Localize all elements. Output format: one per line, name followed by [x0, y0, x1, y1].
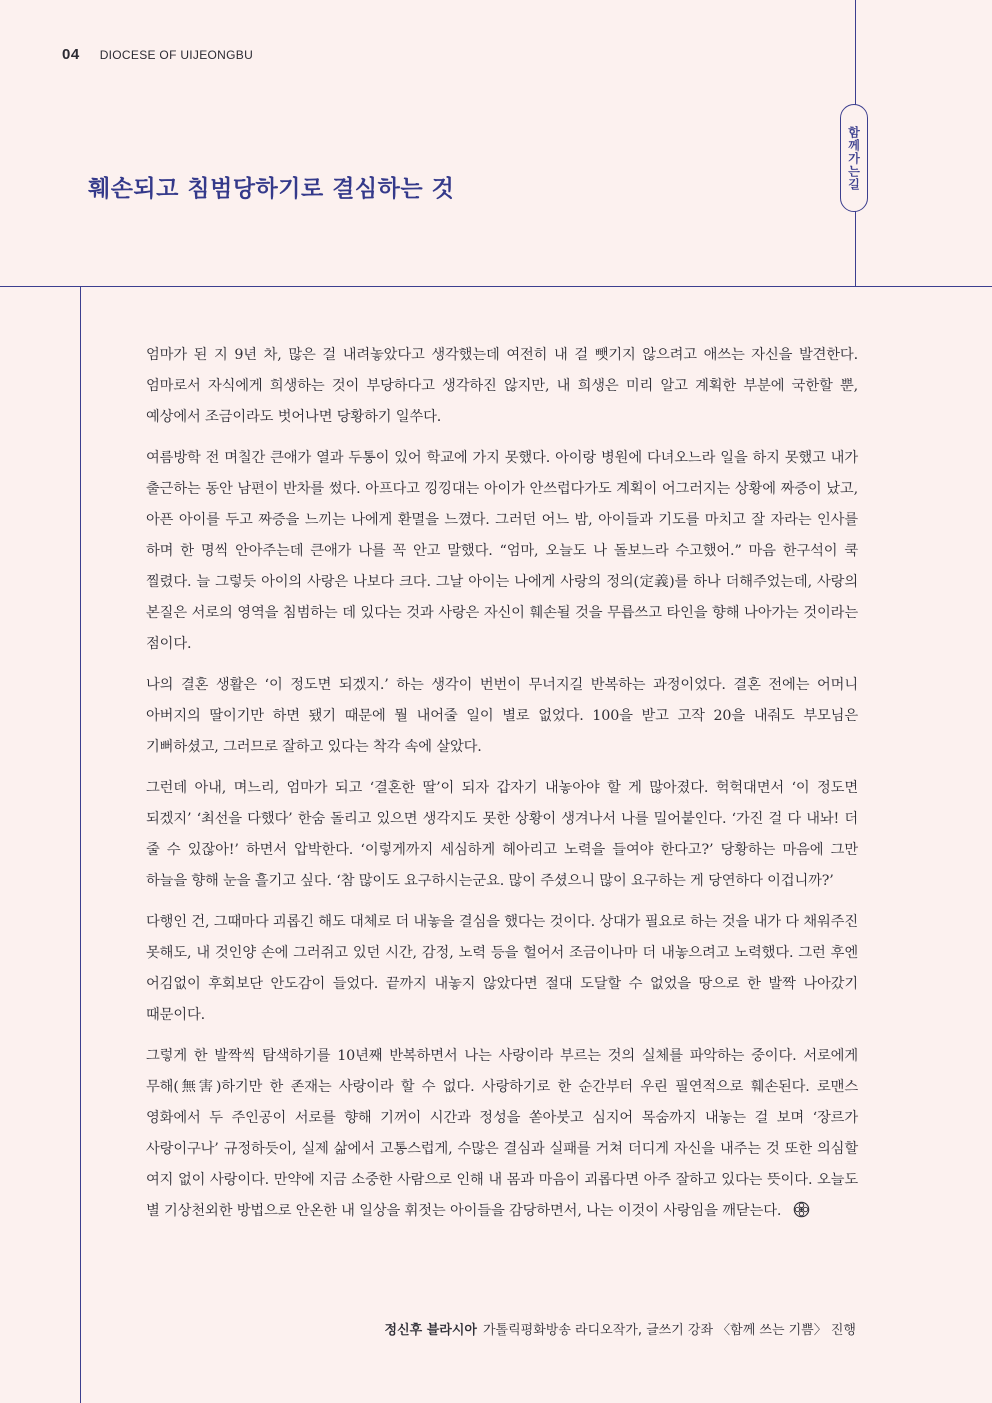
article-title: 훼손되고 침범당하기로 결심하는 것 [88, 175, 455, 202]
article-body [146, 340, 858, 1237]
section-tab [840, 104, 868, 212]
paragraph: 다행인 건, 그때마다 괴롭긴 해도 대체로 더 내놓을 결심을 했다는 것이다. 상대가 필요로 하는 것을 내가 다 채워주진 못해도, 내 것인양 손에 그러쥐고 있던 시간, 감정, 노력 등을 헐어서 조금이나마 더 내놓으려고 노력했다. 그런 후엔 어김없이 후회보단 안도감이 들었다. 끝까지 내놓지 않았다면 절대 도달할 수 없었을 땅으로 한 발짝 나아갔기 때문이다. [146, 914, 858, 1023]
paragraph: 여름방학 전 며칠간 큰애가 열과 두통이 있어 학교에 가지 못했다. 아이랑 병원에 다녀오느라 일을 하지 못했고 내가 출근하는 동안 남편이 반차를 썼다. 아프다고 낑낑대는 아이가 안쓰럽다가도 계획이 어그러지는 상황에 짜증이 났고, 아픈 아이를 두고 짜증을 느끼는 나에게 환멸을 느꼈다. 그러던 어느 밤, 아이들과 기도를 마치고 잘 자라는 인사를 하며 한 명씩 안아주는데 큰애가 나를 꼭 안고 말했다. “엄마, 오늘도 나 돌보느라 수고했어.” 마음 한구석이 쿡 찔렸다. 늘 그렇듯 아이의 사랑은 나보다 크다. 그날 아이는 나에게 사랑의 정의(定義)를 하나 더해주었는데, 사랑의 본질은 서로의 영역을 침범하는 데 있다는 것과 사랑은 자신이 훼손될 것을 무릅쓰고 타인을 향해 나아가는 것이라는 점이다. [146, 450, 858, 652]
header-divider-line [0, 286, 992, 287]
paragraph-text: 그렇게 한 발짝씩 탐색하기를 10년째 반복하면서 나는 사랑이라 부르는 것의 실체를 파악하는 중이다. 서로에게 무해(無害)하기만 한 존재는 사랑이라 할 수 없다. 사랑하기로 한 순간부터 우린 필연적으로 훼손된다. 로맨스 영화에서 두 주인공이 서로를 향해 기꺼이 시간과 정성을 쏟아붓고 심지어 목숨까지 내놓는 걸 보며 ‘장르가 사랑이구나’ 규정하듯이, 실제 삶에서 고통스럽게, 수많은 결심과 실패를 거쳐 더디게 자신을 내주는 것 또한 의심할 여지 없이 사랑이다. 만약에 지금 소중한 사람으로 인해 내 몸과 마음이 괴롭다면 아주 잘하고 있다는 뜻이다. 오늘도 별 기상천외한 방법으로 안온한 내 일상을 휘젓는 아이들을 감당하면서, 나는 이것이 사랑임을 깨닫는다. [146, 1048, 858, 1219]
paragraph: 엄마가 된 지 9년 차, 많은 걸 내려놓았다고 생각했는데 여전히 내 걸 뺏기지 않으려고 애쓰는 자신을 발견한다. 엄마로서 자식에게 희생하는 것이 부당하다고 생각하진 않지만, 내 희생은 미리 알고 계획한 부분에 국한할 뿐, 예상에서 조금이라도 벗어나면 당황하기 일쑤다. [146, 347, 858, 425]
last-paragraph [146, 1041, 858, 1227]
paragraph: 나의 결혼 생활은 ‘이 정도면 되겠지.’ 하는 생각이 번번이 무너지길 반복하는 과정이었다. 결혼 전에는 어머니 아버지의 딸이기만 하면 됐기 때문에 뭘 내어줄 일이 별로 없었다. 100을 받고 고작 20을 내줘도 부모님은 기뻐하셨고, 그러므로 잘하고 있다는 착각 속에 살았다. [146, 677, 858, 755]
author-description: 가톨릭평화방송 라디오작가, 글쓰기 강좌 〈함께 쓰는 기쁨〉 진행 [482, 1323, 856, 1338]
flower-ornament-icon [793, 1201, 810, 1218]
section-tab-label: 함께가는길 [846, 125, 861, 191]
page-header [62, 46, 253, 63]
author-credit [385, 1319, 856, 1338]
paragraph: 그런데 아내, 며느리, 엄마가 되고 ‘결혼한 딸’이 되자 갑자기 내놓아야 할 게 많아졌다. 헉헉대면서 ‘이 정도면 되겠지’ ‘최선을 다했다’ 한숨 돌리고 있으면 생각지도 못한 상황이 생겨나서 나를 밀어붙인다. ‘가진 걸 다 내놔! 더 줄 수 있잖아!’ 하면서 압박한다. ‘이렇게까지 세심하게 헤아리고 노력을 들여야 한다고?’ 당황하는 마음에 그만 하늘을 향해 눈을 흘기고 싶다. ‘참 많이도 요구하시는군요. 많이 주셨으니 많이 요구하는 게 당연하다 이겁니까?’ [146, 780, 858, 889]
author-name: 정신후 블라시아 [384, 1323, 477, 1338]
publication-name: DIOCESE OF UIJEONGBU [99, 48, 254, 62]
page-number: 04 [62, 46, 80, 63]
left-margin-line [80, 286, 81, 1403]
